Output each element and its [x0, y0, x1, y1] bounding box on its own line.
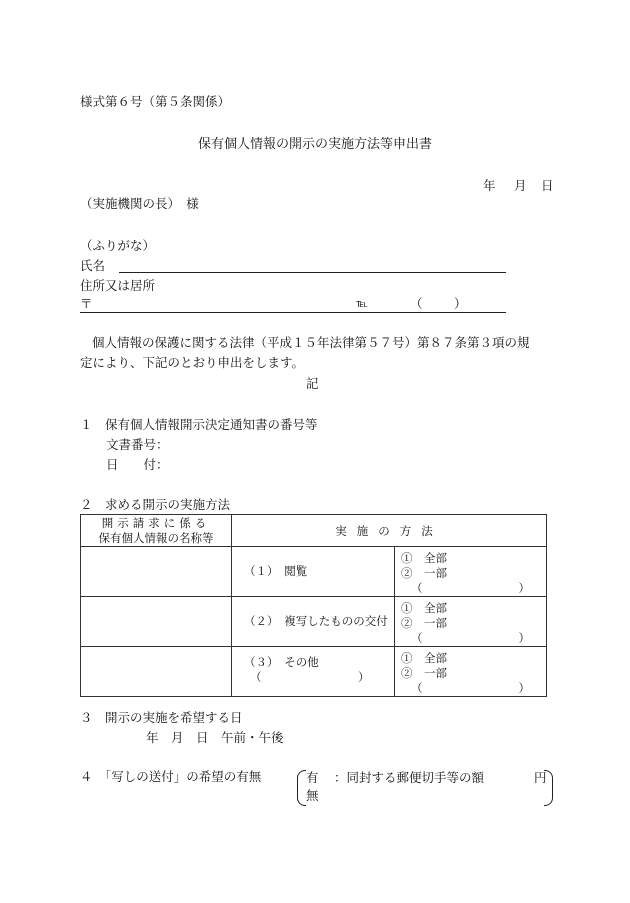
yen-label: 円 [534, 770, 547, 785]
form-number: 様式第６号（第５条関係） [80, 94, 231, 109]
paren-close: ） [518, 631, 530, 645]
table-row [81, 647, 547, 697]
option-partial[interactable]: ② 一部 [401, 616, 447, 630]
table-header-row [81, 515, 547, 547]
option-cell-1 [395, 547, 547, 597]
date-month: 月 [514, 178, 527, 193]
tel-paren-close: ） [454, 296, 467, 311]
method-label: （３） その他 [244, 655, 319, 669]
paren-open: （ [411, 681, 423, 695]
section3-heading: ３ 開示の実施を希望する日 [80, 710, 243, 725]
other-paren-open: （ [250, 670, 262, 684]
option-all[interactable]: ① 全部 [401, 551, 447, 565]
furigana-label: （ふりがな） [80, 238, 156, 253]
option-yes[interactable]: 有 [306, 770, 319, 785]
postal-mark: 〒 [80, 296, 93, 311]
option-cell-3 [395, 647, 547, 697]
doc-number-label: 文書番号： [106, 437, 169, 452]
option-all[interactable]: ① 全部 [401, 651, 447, 665]
notice-date-label: 日 付： [106, 457, 169, 472]
section4-heading: ４ 「写しの送付」の希望の有無 [80, 769, 262, 784]
table-row [81, 547, 547, 597]
preferred-date[interactable]: 年 月 日 午前・午後 [146, 730, 284, 745]
address-label: 住所又は居所 [80, 278, 156, 293]
method-cell-2[interactable] [232, 597, 395, 647]
header-info-name: 開示請求に係る 保有個人情報の名称等 [81, 515, 232, 547]
stamp-amount-label: ：同封する郵便切手等の額 [334, 770, 485, 785]
method-table [80, 514, 547, 697]
info-name-cell[interactable] [81, 647, 232, 697]
date-day: 日 [541, 178, 554, 193]
tel-label: ℡ [356, 297, 368, 310]
paren-close: ） [518, 581, 530, 595]
address-line[interactable] [80, 312, 506, 313]
info-name-cell[interactable] [81, 597, 232, 647]
body-line-2: 定により、下記のとおり申出をします。 [80, 355, 305, 370]
section1-heading: １ 保有個人情報開示決定通知書の番号等 [80, 417, 318, 432]
option-partial[interactable]: ② 一部 [401, 566, 447, 580]
option-cell-2 [395, 597, 547, 647]
name-label: 氏名 [80, 258, 106, 273]
method-cell-1[interactable] [232, 547, 395, 597]
option-all[interactable]: ① 全部 [401, 601, 447, 615]
info-name-cell[interactable] [81, 547, 232, 597]
name-line[interactable] [119, 272, 506, 273]
option-no[interactable]: 無 [306, 788, 319, 803]
paren-open: （ [411, 631, 423, 645]
paren-close: ） [518, 681, 530, 695]
addressee: （実施機関の長） 様 [80, 196, 199, 211]
tel-paren-open: （ [410, 296, 423, 311]
method-label: （２） 複写したものの交付 [244, 614, 388, 628]
body-line-1: 個人情報の保護に関する法律（平成１５年法律第５７号）第８７条第３項の規 [92, 335, 530, 350]
page-title: 保有個人情報の開示の実施方法等申出書 [197, 137, 432, 152]
paren-open: （ [411, 581, 423, 595]
table-row [81, 597, 547, 647]
option-partial[interactable]: ② 一部 [401, 666, 447, 680]
method-cell-3[interactable] [232, 647, 395, 697]
other-paren-close: ） [358, 670, 370, 684]
date-year: 年 [483, 178, 496, 193]
ki-label: 記 [306, 376, 319, 391]
header-method: 実施の方法 [232, 515, 547, 547]
method-label: （１） 閲覧 [244, 564, 308, 578]
left-bracket [297, 770, 306, 806]
right-bracket [544, 770, 553, 806]
section2-heading: ２ 求める開示の実施方法 [80, 497, 231, 512]
